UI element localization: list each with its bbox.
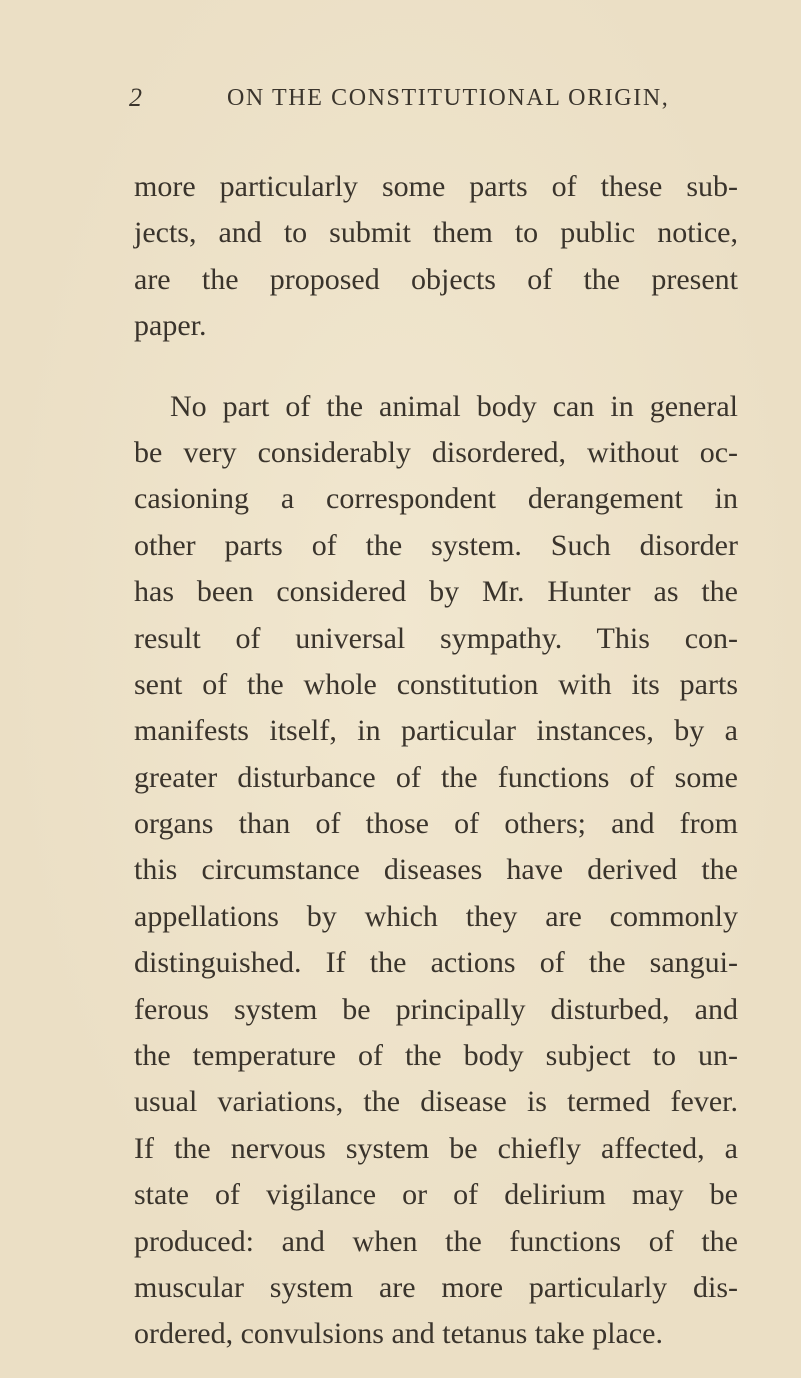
text-line: be very considerably disordered, without oc- [134, 435, 738, 469]
text-line: ordered, convulsions and tetanus take place. [134, 1317, 663, 1351]
text-line: this circumstance diseases have derived the [134, 853, 738, 887]
text-line: If the nervous system be chiefly affected, a [134, 1131, 738, 1165]
body-text [134, 164, 738, 1358]
text-line: distinguished. If the actions of the sangui- [134, 946, 738, 980]
text-line: jects, and to submit them to public notice, [134, 216, 738, 250]
text-line: ferous system be principally disturbed, and [134, 992, 738, 1026]
text-line: usual variations, the disease is termed fever. [134, 1085, 738, 1119]
text-line: result of universal sympathy. This con- [134, 621, 738, 655]
text-line: other parts of the system. Such disorder [134, 528, 738, 562]
text-line: more particularly some parts of these sub- [134, 170, 738, 203]
text-line: No part of the animal body can in general [170, 389, 738, 423]
text-line: muscular system are more particularly dis- [134, 1270, 738, 1304]
paragraph-1 [134, 164, 738, 350]
text-line: has been considered by Mr. Hunter as the [134, 575, 738, 609]
text-line: organs than of those of others; and from [134, 807, 738, 841]
text-line: sent of the whole constitution with its parts [134, 667, 738, 701]
text-line: casioning a correspondent derangement in [134, 482, 738, 516]
text-line: are the proposed objects of the present [134, 262, 738, 296]
text-line: greater disturbance of the functions of some [134, 760, 738, 794]
text-line: state of vigilance or of delirium may be [134, 1178, 738, 1212]
running-head [0, 78, 801, 118]
running-head-title: ON THE CONSTITUTIONAL ORIGIN, [227, 85, 670, 111]
text-line: paper. [134, 309, 207, 343]
text-line: manifests itself, in particular instances, by a [134, 714, 738, 748]
page-number: 2 [129, 83, 142, 112]
text-line: produced: and when the functions of the [134, 1224, 738, 1258]
paragraph-2 [134, 384, 738, 1358]
text-line: the temperature of the body subject to un- [134, 1039, 738, 1073]
text-line: appellations by which they are commonly [134, 899, 738, 933]
